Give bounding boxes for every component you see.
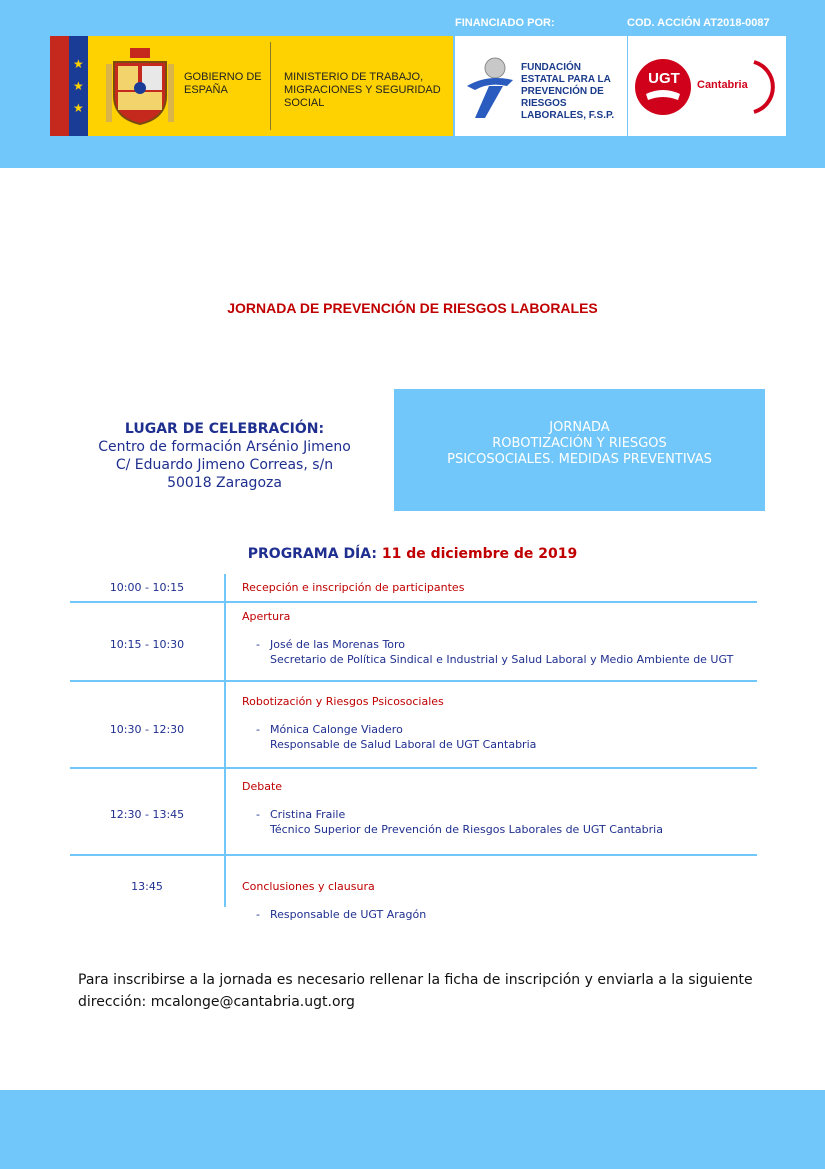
schedule-time: 13:45	[131, 880, 163, 893]
programa-heading	[0, 546, 825, 562]
schedule-speaker	[270, 722, 536, 752]
registration-note: Para inscribirse a la jornada es necesario rellenar la ficha de inscripción y enviarla a la siguiente dirección: mcalonge@cantabria.ugt.org	[78, 972, 753, 1010]
schedule-row-divider	[70, 767, 757, 769]
page-title: JORNADA DE PREVENCIÓN DE RIESGOS LABORALES	[227, 300, 598, 316]
speaker-role: Responsable de Salud Laboral de UGT Cantabria	[270, 738, 537, 751]
venue-block	[72, 420, 377, 492]
bullet-dash: -	[256, 808, 260, 821]
schedule-row-divider	[70, 680, 757, 682]
programa-label: PROGRAMA DÍA:	[247, 546, 377, 562]
logo-divider	[270, 42, 271, 130]
schedule-time: 12:30 - 13:45	[109, 808, 185, 821]
schedule-activity: Debate	[242, 780, 283, 793]
coat-of-arms-icon	[106, 48, 174, 126]
schedule-time: 10:00 - 10:15	[109, 581, 185, 594]
gobierno-text: GOBIERNO DE ESPAÑA	[184, 71, 262, 96]
bullet-dash: -	[256, 723, 260, 736]
ugt-arc-icon	[752, 58, 782, 116]
speaker-name: Responsable de UGT Aragón	[270, 908, 427, 921]
bullet-dash: -	[256, 908, 260, 921]
ministerio-text: MINISTERIO DE TRABAJO, MIGRACIONES Y SEGURIDAD SOCIAL	[284, 71, 441, 109]
jornada-line: JORNADA	[549, 420, 610, 435]
schedule-speaker	[270, 807, 663, 837]
eu-flag-icon: ★ ★ ★	[50, 36, 88, 136]
fundacion-text: FUNDACIÓN ESTATAL PARA LA PREVENCIÓN DE RIESGOS LABORALES, F.S.P.	[521, 62, 615, 121]
venue-line: Centro de formación Arsénio Jimeno	[98, 439, 351, 455]
financed-by-label: FINANCIADO POR:	[455, 17, 555, 29]
schedule-row-divider	[70, 601, 757, 603]
schedule-activity: Recepción e inscripción de participantes	[242, 581, 465, 594]
ugt-emblem-icon	[634, 58, 692, 116]
gobierno-logo	[50, 36, 453, 136]
action-code: COD. ACCIÓN AT2018-0087	[627, 17, 770, 29]
schedule-activity: Conclusiones y clausura	[242, 880, 375, 893]
schedule-speaker	[270, 637, 733, 667]
speaker-role: Secretario de Política Sindical e Industrial y Salud Laboral y Medio Ambiente de UGT	[270, 653, 734, 666]
ugt-logo-text: UGT	[648, 70, 680, 87]
ugt-region: Cantabria	[697, 79, 748, 91]
schedule-time: 10:30 - 12:30	[109, 723, 185, 736]
speaker-name: José de las Morenas Toro	[270, 638, 406, 651]
schedule-activity: Robotización y Riesgos Psicosociales	[242, 695, 444, 708]
bullet-dash: -	[256, 638, 260, 651]
header-band	[0, 0, 825, 168]
schedule-activity: Apertura	[242, 610, 291, 623]
venue-heading: LUGAR DE CELEBRACIÓN:	[124, 421, 325, 437]
jornada-line: PSICOSOCIALES. MEDIDAS PREVENTIVAS	[447, 452, 712, 467]
jornada-line: ROBOTIZACIÓN Y RIESGOS	[492, 436, 667, 451]
programa-date: 11 de diciembre de 2019	[381, 546, 578, 562]
ugt-logo	[628, 36, 786, 136]
venue-line: C/ Eduardo Jimeno Correas, s/n	[115, 457, 334, 473]
schedule-row-divider	[70, 854, 757, 856]
speaker-name: Mónica Calonge Viadero	[270, 723, 403, 736]
fundacion-logo	[455, 36, 627, 136]
speaker-role: Técnico Superior de Prevención de Riesgos Laborales de UGT Cantabria	[270, 823, 663, 836]
venue-line: 50018 Zaragoza	[167, 475, 282, 491]
jornada-box	[394, 389, 765, 511]
schedule-time: 10:15 - 10:30	[109, 638, 185, 651]
schedule-column-divider	[224, 574, 226, 907]
fundacion-emblem-icon	[463, 56, 519, 120]
speaker-name: Cristina Fraile	[270, 808, 346, 821]
footer-band	[0, 1090, 825, 1169]
